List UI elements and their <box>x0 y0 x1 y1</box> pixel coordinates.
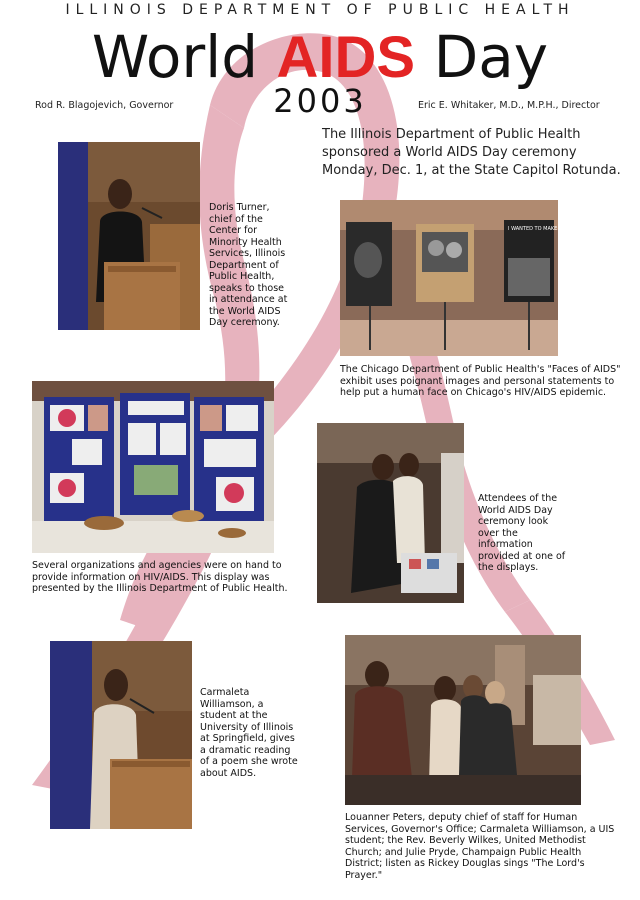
photo-idph-display <box>32 381 274 553</box>
photo-doris-turner <box>58 142 200 330</box>
photo-audience-seated <box>345 635 581 805</box>
photo-carmaleta-williamson <box>50 641 192 829</box>
title-world: World <box>91 23 259 91</box>
photo-attendees <box>317 423 464 603</box>
title-aids: AIDS <box>276 25 416 90</box>
caption-doris-turner: Doris Turner, chief of the Center for Minority Health Services, Illinois Department of Public Health, speaks to those in attendance at the World AIDS Day ceremony. <box>209 202 288 328</box>
governor-credit: Rod R. Blagojevich, Governor <box>35 100 174 111</box>
photo-faces-of-aids-exhibit <box>340 200 597 356</box>
caption-faces-of-aids: The Chicago Department of Public Health's "Faces of AIDS" exhibit uses poignant images and personal statements to help put a human face on Chicago's HIV/AIDS epidemic. <box>340 364 621 398</box>
caption-louanner-peters: Louanner Peters, deputy chief of staff for Human Services, Governor's Office; Carmaleta Williamson, a UIS student; the Rev. Beverly Wilkes, United Methodist Church; and Julie Pryde, Champaign Public Health District; listen as Rickey Douglas sings "The Lord's Prayer." <box>345 812 615 881</box>
director-credit: Eric E. Whitaker, M.D., M.P.H., Director <box>418 100 600 111</box>
caption-carmaleta-williamson: Carmaleta Williamson, a student at the University of Illinois at Springfield, gives a dramatic reading of a poem she wrote about AIDS. <box>200 687 298 779</box>
exhibit-sign-text: I WANTED TO MAKE A DIFFERENCE. <box>508 226 597 232</box>
caption-attendees: Attendees of the World AIDS Day ceremony look over the information provided at one of the displays. <box>478 493 566 573</box>
title-day: Day <box>433 23 549 91</box>
caption-organizations: Several organizations and agencies were on hand to provide information on HIV/AIDS. This display was presented by the Illinois Department of Public Health. <box>32 560 288 594</box>
department-name: ILLINOIS DEPARTMENT OF PUBLIC HEALTH <box>65 2 575 18</box>
intro-text: The Illinois Department of Public Health sponsored a World AIDS Day ceremony Monday, Dec. 1, at the State Capitol Rotunda. <box>322 127 621 178</box>
year: 2003 <box>273 82 367 120</box>
